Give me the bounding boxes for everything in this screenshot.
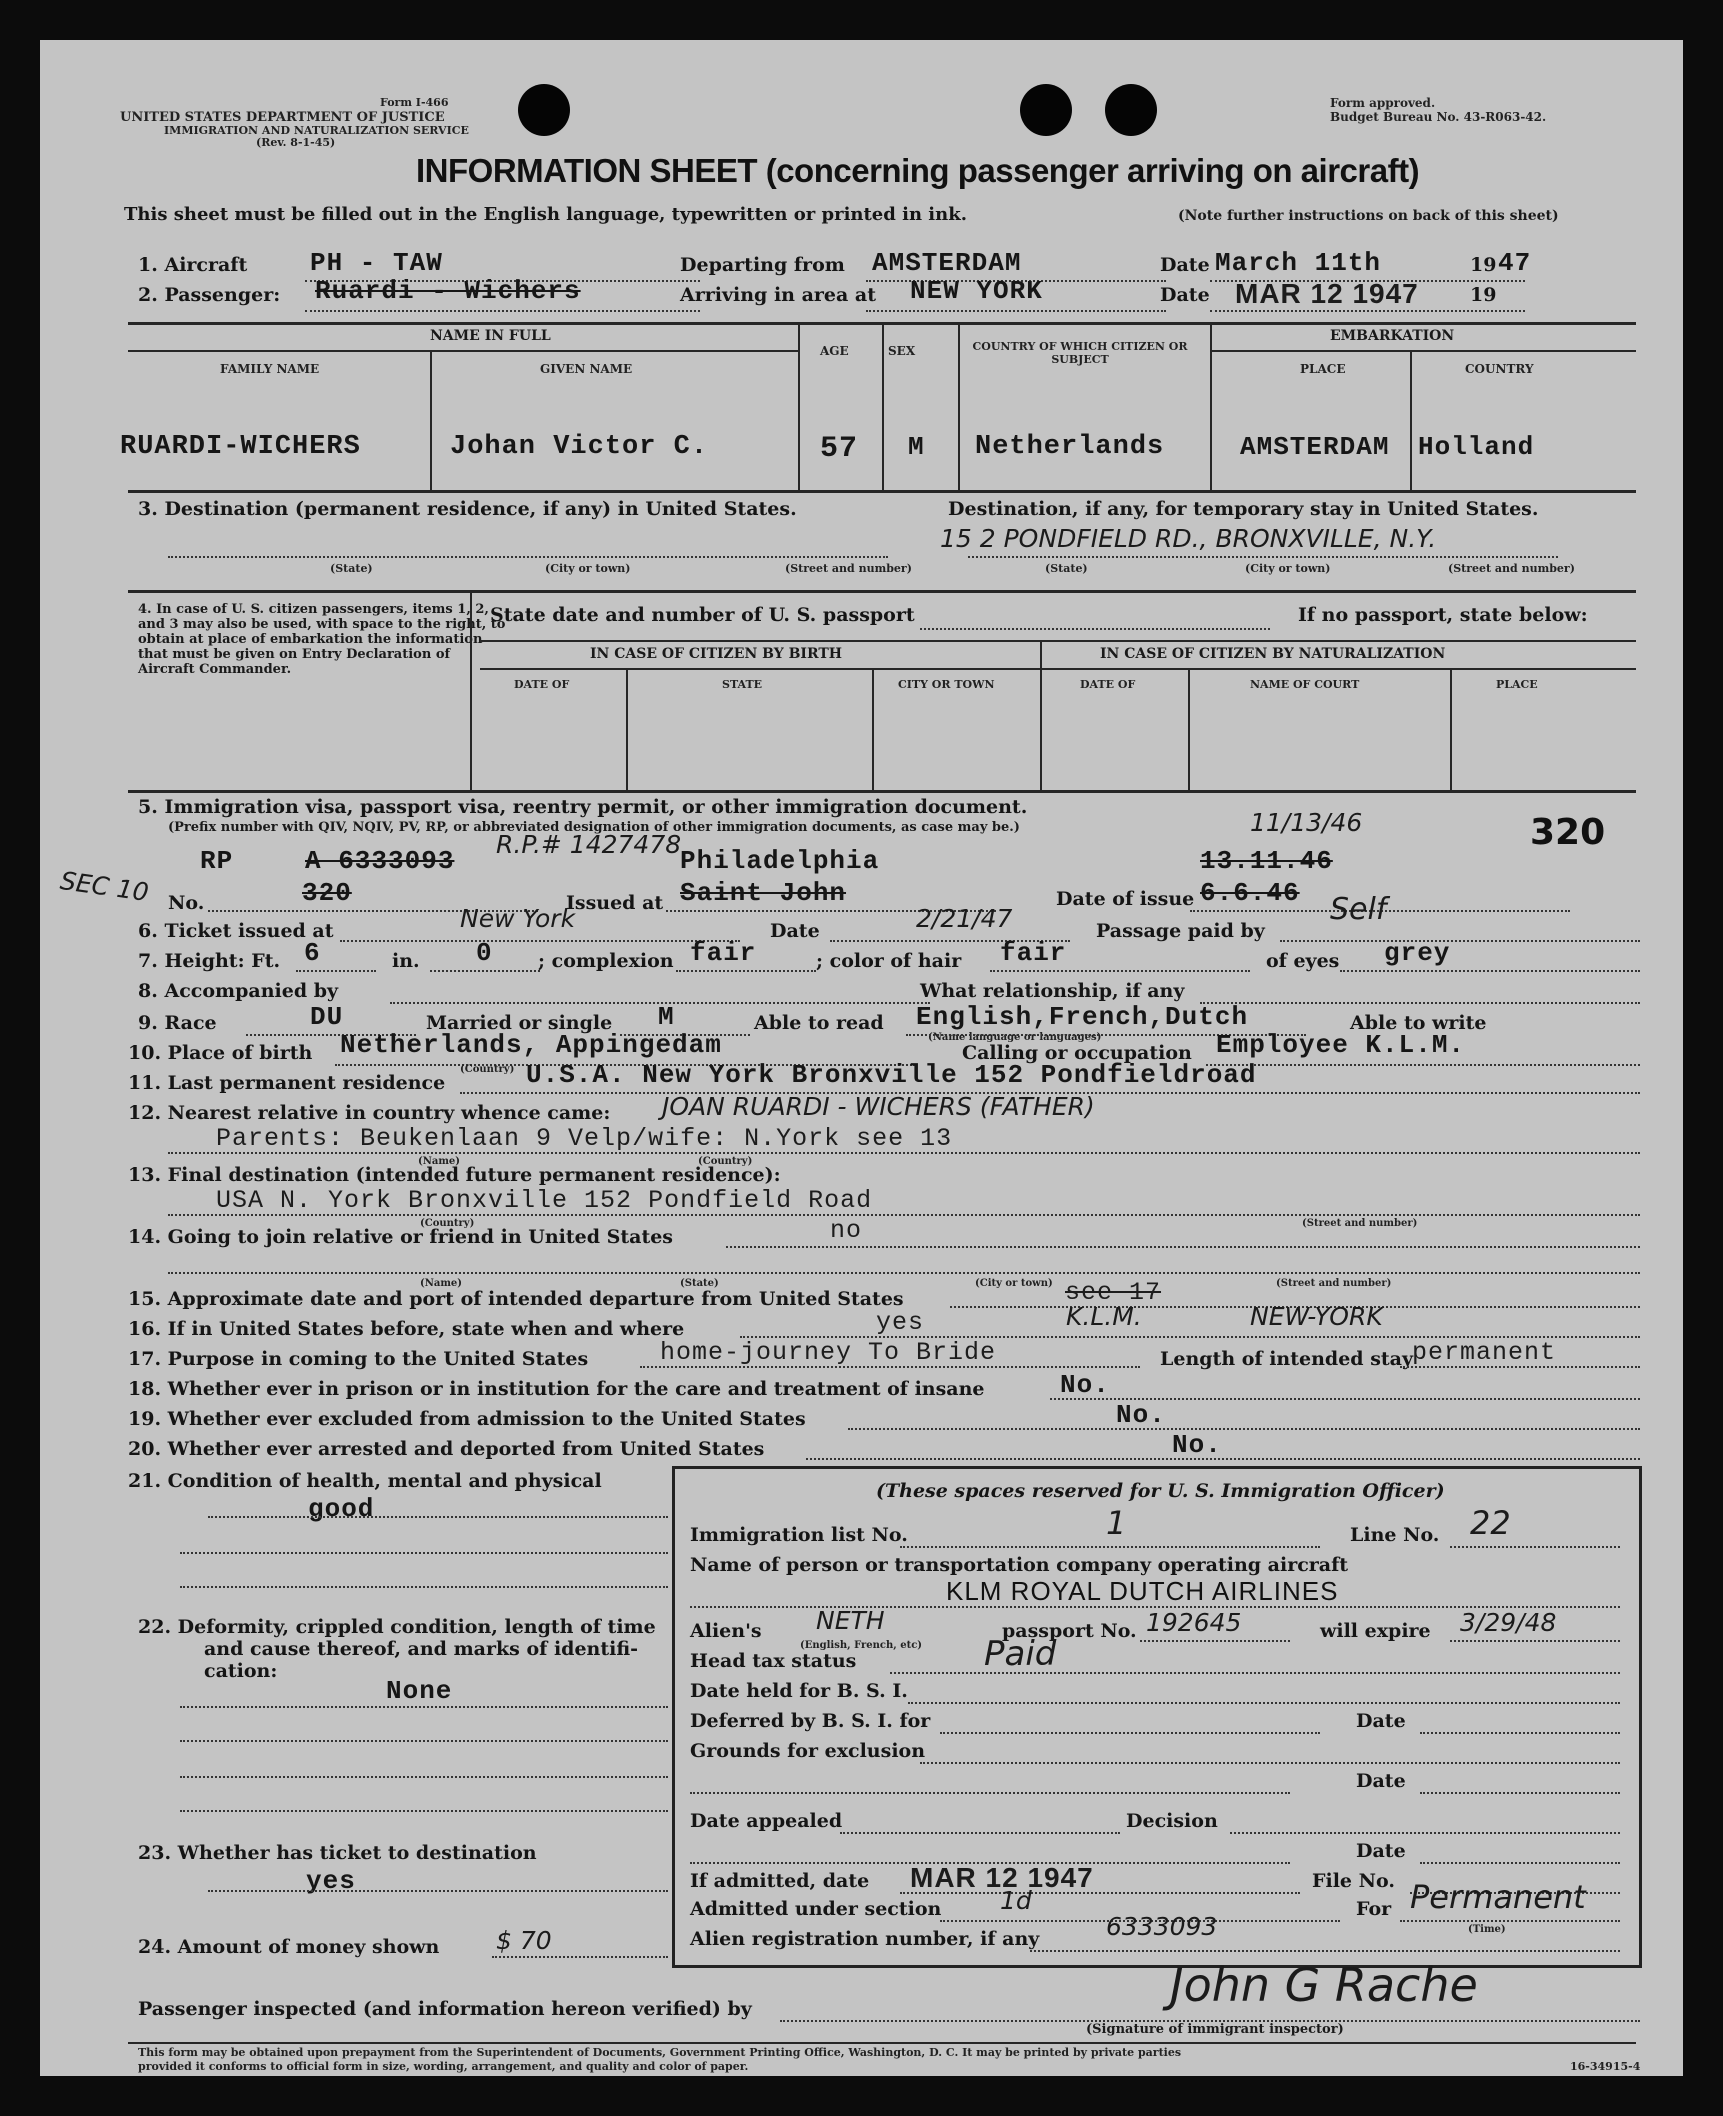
- q9-language-note: (Name language or languages): [928, 1032, 1102, 1043]
- q5-rp-note: R.P.# 1427478: [496, 830, 682, 859]
- q11-residence-label: 11. Last permanent residence: [128, 1072, 446, 1094]
- q5-issued-label: Issued at: [566, 892, 664, 914]
- officer-grounds-label: Grounds for exclusion: [690, 1740, 926, 1762]
- sex-header: SEX: [888, 344, 916, 358]
- q5-handwritten-date: 11/13/46: [1250, 808, 1363, 837]
- officer-list-label: Immigration list No.: [690, 1524, 908, 1546]
- q22-deformity-label-3: cation:: [204, 1660, 278, 1682]
- q5-date-new: 13.11.46: [1200, 846, 1333, 876]
- given-name-header: GIVEN NAME: [540, 362, 633, 376]
- q4-birth-date-col: DATE OF: [514, 678, 570, 691]
- footer-inspected-label: Passenger inspected (and information hereon verified) by: [138, 1998, 752, 2020]
- q23-ticket-value: yes: [306, 1866, 356, 1896]
- embark-place-header: PLACE: [1300, 362, 1346, 376]
- q4-birth-state-col: STATE: [722, 678, 763, 691]
- officer-aliens-value: NETH: [816, 1606, 885, 1635]
- q13-final-destination-value: USA N. York Bronxville 152 Pondfield Road: [216, 1186, 873, 1215]
- q3-state-caption: (State): [330, 562, 373, 575]
- q3-destination-label: 3. Destination (permanent residence, if any) in United States.: [138, 498, 797, 520]
- officer-aliens-note: (English, French, etc): [800, 1640, 923, 1651]
- officer-reg-label: Alien registration number, if any: [690, 1928, 1040, 1950]
- q16-before-value: yes: [876, 1308, 925, 1337]
- inspector-signature: John G Rache: [1170, 1958, 1478, 2012]
- officer-deferred-date-label: Date: [1356, 1710, 1406, 1732]
- punch-hole-right: [1105, 84, 1157, 136]
- citizen-country-value: Netherlands: [975, 432, 1165, 462]
- q13-country-caption: (Country): [420, 1218, 475, 1229]
- q5-no-value: 320: [302, 878, 352, 908]
- departure-date-value: March 11th: [1215, 248, 1382, 278]
- officer-admitted-label: If admitted, date: [690, 1870, 870, 1892]
- officer-company-value: KLM ROYAL DUTCH AIRLINES: [946, 1576, 1339, 1606]
- embarkation-header: EMBARKATION: [1330, 328, 1455, 344]
- note-back: (Note further instructions on back of this sheet): [1178, 208, 1559, 224]
- sex-value: M: [908, 432, 925, 462]
- department: UNITED STATES DEPARTMENT OF JUSTICE: [120, 110, 445, 125]
- q9-read-value: English,French,Dutch: [916, 1002, 1249, 1032]
- name-in-full-header: NAME IN FULL: [430, 328, 551, 344]
- q9-married-label: Married or single: [426, 1012, 613, 1034]
- q16-where-value: K.L.M.: [1066, 1302, 1142, 1331]
- q10-occupation-label: Calling or occupation: [962, 1042, 1192, 1064]
- officer-decision-date-label: Date: [1356, 1840, 1406, 1862]
- q4-nat-date-col: DATE OF: [1080, 678, 1136, 691]
- form-title: INFORMATION SHEET (concerning passenger arriving on aircraft): [416, 152, 1420, 189]
- punch-hole-middle: [1020, 84, 1072, 136]
- q3-temp-city-caption: (City or town): [1245, 562, 1331, 575]
- officer-bsi-label: Date held for B. S. I.: [690, 1680, 908, 1702]
- officer-headtax-label: Head tax status: [690, 1650, 857, 1672]
- q5-doc-number: A 6333093: [305, 846, 455, 876]
- q5-document-label: 5. Immigration visa, passport visa, reentry permit, or other immigration document.: [138, 796, 1028, 818]
- q6-ticket-label: 6. Ticket issued at: [138, 920, 334, 942]
- officer-for-value: Permanent: [1410, 1878, 1586, 1916]
- passenger-value: Ruardi - Wichers: [315, 276, 581, 306]
- q21-health-label: 21. Condition of health, mental and physical: [128, 1470, 602, 1492]
- officer-decision-label: Decision: [1126, 1810, 1218, 1832]
- q17-stay-value: permanent: [1412, 1338, 1557, 1367]
- officer-section-value: 1d: [1000, 1886, 1032, 1915]
- q7-hair-value: fair: [1000, 938, 1067, 968]
- arriving-label: Arriving in area at: [680, 284, 877, 306]
- q12-name-caption: (Name): [418, 1156, 461, 1167]
- departure-year-prefix: 19: [1470, 254, 1497, 276]
- passenger-label: 2. Passenger:: [138, 284, 281, 306]
- instruction-line: This sheet must be filled out in the English language, typewritten or printed in ink.: [124, 204, 967, 225]
- q12-handwritten-relative: JOAN RUARDI - WICHERS (FATHER): [662, 1092, 1095, 1121]
- officer-for-label: For: [1356, 1898, 1392, 1920]
- q3-temp-state-caption: (State): [1045, 562, 1088, 575]
- q16-place-value: NEW-YORK: [1250, 1302, 1383, 1331]
- q9-race-value: DU: [310, 1002, 344, 1032]
- q6-paid-value: Self: [1330, 892, 1387, 927]
- q11-country-caption: (Country): [460, 1064, 515, 1075]
- q12-relative-value: Parents: Beukenlaan 9 Velp/wife: N.York see 13: [216, 1124, 953, 1153]
- given-name-value: Johan Victor C.: [450, 432, 709, 462]
- aircraft-value: PH - TAW: [310, 248, 443, 278]
- q7-eyes-value: grey: [1384, 938, 1451, 968]
- q16-before-label: 16. If in United States before, state when and where: [128, 1318, 685, 1340]
- q22-deformity-value: None: [386, 1676, 453, 1706]
- q17-purpose-value: home-journey To Bride: [660, 1338, 997, 1367]
- q10-birthplace-label: 10. Place of birth: [128, 1042, 313, 1064]
- q17-purpose-label: 17. Purpose in coming to the United States: [128, 1348, 589, 1370]
- embark-country-header: COUNTRY: [1465, 362, 1534, 376]
- q5-issued-new: Philadelphia: [680, 846, 880, 876]
- officer-company-label: Name of person or transportation company operating aircraft: [690, 1554, 1349, 1576]
- footer-note-2: provided it conforms to official form in size, wording, arrangement, and quality and color of paper.: [138, 2060, 749, 2073]
- q5-date-label: Date of issue: [1056, 888, 1195, 910]
- q7-complexion-label: ; complexion: [538, 950, 674, 972]
- arrival-date-stamp: MAR 12 1947: [1235, 278, 1419, 309]
- q19-excluded-value: No.: [1116, 1400, 1166, 1430]
- officer-appealed-label: Date appealed: [690, 1810, 843, 1832]
- q4-nat-court-col: NAME OF COURT: [1250, 678, 1360, 691]
- q24-money-value: $ 70: [496, 1926, 552, 1955]
- q9-write-label: Able to write: [1350, 1012, 1487, 1034]
- q3-temp-street-caption: (Street and number): [1448, 562, 1575, 575]
- form-number: Form I-466: [380, 96, 449, 109]
- officer-list-value: 1: [1106, 1504, 1127, 1542]
- q19-excluded-label: 19. Whether ever excluded from admission to the United States: [128, 1408, 806, 1430]
- q5-issued-old: Saint John: [680, 878, 847, 908]
- officer-line-value: 22: [1470, 1504, 1511, 1542]
- officer-reg-value: 6333093: [1106, 1912, 1218, 1941]
- q4-birth-header: IN CASE OF CITIZEN BY BIRTH: [590, 646, 842, 662]
- footer-form-code: 16-34915-4: [1570, 2060, 1641, 2073]
- q6-ticket-value: New York: [460, 904, 576, 933]
- q9-race-label: 9. Race: [138, 1012, 217, 1034]
- q23-ticket-label: 23. Whether has ticket to destination: [138, 1842, 537, 1864]
- q20-deported-value: No.: [1172, 1430, 1222, 1460]
- q7-eyes-label: of eyes: [1266, 950, 1340, 972]
- officer-admitted-stamp: MAR 12 1947: [910, 1862, 1094, 1893]
- q18-prison-label: 18. Whether ever in prison or in institution for the care and treatment of insane: [128, 1378, 985, 1400]
- q7-in-label: in.: [392, 950, 420, 972]
- q4-nat-place-col: PLACE: [1496, 678, 1538, 691]
- arriving-value: NEW YORK: [910, 276, 1043, 306]
- q14-join-relative-label: 14. Going to join relative or friend in United States: [128, 1226, 674, 1248]
- officer-aliens-label: Alien's: [690, 1620, 762, 1642]
- q9-read-label: Able to read: [754, 1012, 884, 1034]
- arrival-year-prefix: 19: [1470, 284, 1497, 306]
- q7-ft-value: 6: [304, 938, 321, 968]
- q20-deported-label: 20. Whether ever arrested and deported from United States: [128, 1438, 765, 1460]
- q3-temp-value: 15 2 PONDFIELD RD., BRONXVILLE, N.Y.: [940, 524, 1437, 553]
- q4-passport-label: State date and number of U. S. passport: [490, 604, 915, 626]
- q3-city-caption: (City or town): [545, 562, 631, 575]
- officer-expire-label: will expire: [1320, 1620, 1431, 1642]
- q12-relative-label: 12. Nearest relative in country whence came:: [128, 1102, 611, 1124]
- form-approved: Form approved.: [1330, 96, 1436, 110]
- q15-departure-value: see 17: [1065, 1278, 1162, 1307]
- officer-grounds-date-label: Date: [1356, 1770, 1406, 1792]
- departure-year-value: 47: [1498, 248, 1532, 278]
- departing-label: Departing from: [680, 254, 845, 276]
- q14-street-caption: (Street and number): [1276, 1278, 1392, 1289]
- q4-citizen-note: 4. In case of U. S. citizen passengers, items 1, 2, and 3 may also be used, with space to the right, to obtain at place of embarkation the information that must be given on Entry Declaration of Aircraft Commander.: [138, 602, 506, 677]
- q14-state-caption: (State): [680, 1278, 719, 1289]
- embark-country-value: Holland: [1418, 432, 1535, 462]
- q4-naturalization-header: IN CASE OF CITIZEN BY NATURALIZATION: [1100, 646, 1446, 662]
- revision: (Rev. 8-1-45): [256, 136, 336, 149]
- q5-no-label: No.: [168, 892, 205, 914]
- signature-caption: (Signature of immigrant inspector): [1086, 2022, 1344, 2037]
- q14-join-relative-value: no: [830, 1216, 863, 1245]
- q3-street-caption: (Street and number): [785, 562, 912, 575]
- q4-no-passport-label: If no passport, state below:: [1298, 604, 1588, 626]
- q6-date-value: 2/21/47: [916, 904, 1013, 933]
- officer-expire-value: 3/29/48: [1460, 1608, 1557, 1637]
- service: IMMIGRATION AND NATURALIZATION SERVICE: [164, 124, 469, 137]
- officer-time-caption: (Time): [1468, 1924, 1506, 1935]
- officer-box-title: (These spaces reserved for U. S. Immigration Officer): [876, 1480, 1445, 1502]
- information-sheet-form: [40, 40, 1683, 2076]
- q5-prefix-value: RP: [200, 846, 234, 876]
- departing-value: AMSTERDAM: [872, 248, 1022, 278]
- q14-name-caption: (Name): [420, 1278, 463, 1289]
- q24-money-label: 24. Amount of money shown: [138, 1936, 440, 1958]
- arrival-date-label: Date: [1160, 284, 1210, 306]
- q12-country-caption: (Country): [698, 1156, 753, 1167]
- age-header: AGE: [820, 344, 849, 358]
- q9-married-value: M: [658, 1002, 675, 1032]
- family-name-header: FAMILY NAME: [220, 362, 320, 376]
- q7-hair-label: ; color of hair: [816, 950, 962, 972]
- officer-passport-label: passport No.: [1002, 1620, 1137, 1642]
- q8-relationship-label: What relationship, if any: [920, 980, 1185, 1002]
- q13-street-caption: (Street and number): [1302, 1218, 1418, 1229]
- officer-line-label: Line No.: [1350, 1524, 1440, 1546]
- aircraft-label: 1. Aircraft: [138, 254, 248, 276]
- q22-deformity-label-2: and cause thereof, and marks of identifi-: [204, 1638, 639, 1660]
- q4-birth-city-col: CITY OR TOWN: [898, 678, 995, 691]
- citizen-country-header: COUNTRY OF WHICH CITIZEN OR SUBJECT: [972, 340, 1188, 366]
- officer-section-label: Admitted under section: [690, 1898, 942, 1920]
- budget-bureau: Budget Bureau No. 43-R063-42.: [1330, 110, 1547, 124]
- officer-file-label: File No.: [1312, 1870, 1395, 1892]
- q3-temp-label: Destination, if any, for temporary stay in United States.: [948, 498, 1539, 520]
- q11-residence-value: U.S.A. New York Bronxville 152 Pondfieldroad: [526, 1060, 1257, 1090]
- officer-passport-value: 192645: [1146, 1608, 1242, 1637]
- q15-departure-label: 15. Approximate date and port of intended departure from United States: [128, 1288, 904, 1310]
- q7-height-label: 7. Height: Ft.: [138, 950, 281, 972]
- q18-prison-value: No.: [1060, 1370, 1110, 1400]
- punch-hole-left: [518, 84, 570, 136]
- q6-date-label: Date: [770, 920, 820, 942]
- embark-place-value: AMSTERDAM: [1240, 432, 1390, 462]
- q6-paid-label: Passage paid by: [1096, 920, 1265, 942]
- q5-code-320: 320: [1530, 812, 1606, 853]
- departure-date-label: Date: [1160, 254, 1210, 276]
- footer-note-1: This form may be obtained upon prepayment from the Superintendent of Documents, Government Printing Office, Washington, D. C. It may be printed by private parties: [138, 2046, 1182, 2059]
- q7-complexion-value: fair: [690, 938, 757, 968]
- q8-accompanied-label: 8. Accompanied by: [138, 980, 339, 1002]
- officer-deferred-label: Deferred by B. S. I. for: [690, 1710, 931, 1732]
- q5-margin-note: SEC 10: [58, 865, 151, 908]
- q7-in-value: 0: [476, 938, 493, 968]
- officer-headtax-value: Paid: [984, 1634, 1057, 1674]
- family-name-value: RUARDI-WICHERS: [120, 432, 361, 462]
- q17-stay-label: Length of intended stay: [1160, 1348, 1414, 1370]
- q10-birthplace-value: Netherlands, Appingedam: [340, 1030, 722, 1060]
- age-value: 57: [820, 432, 859, 466]
- q5-prefix-note: (Prefix number with QIV, NQIV, PV, RP, or abbreviated designation of other immigration documents, as case may be.): [168, 820, 1020, 835]
- q10-occupation-value: Employee K.L.M.: [1216, 1030, 1466, 1060]
- q14-city-caption: (City or town): [975, 1278, 1053, 1289]
- q5-date-old: 6.6.46: [1200, 878, 1300, 908]
- q21-health-value: good: [308, 1494, 375, 1524]
- q22-deformity-label-1: 22. Deformity, crippled condition, length of time: [138, 1616, 656, 1638]
- q13-final-destination-label: 13. Final destination (intended future permanent residence):: [128, 1164, 781, 1186]
